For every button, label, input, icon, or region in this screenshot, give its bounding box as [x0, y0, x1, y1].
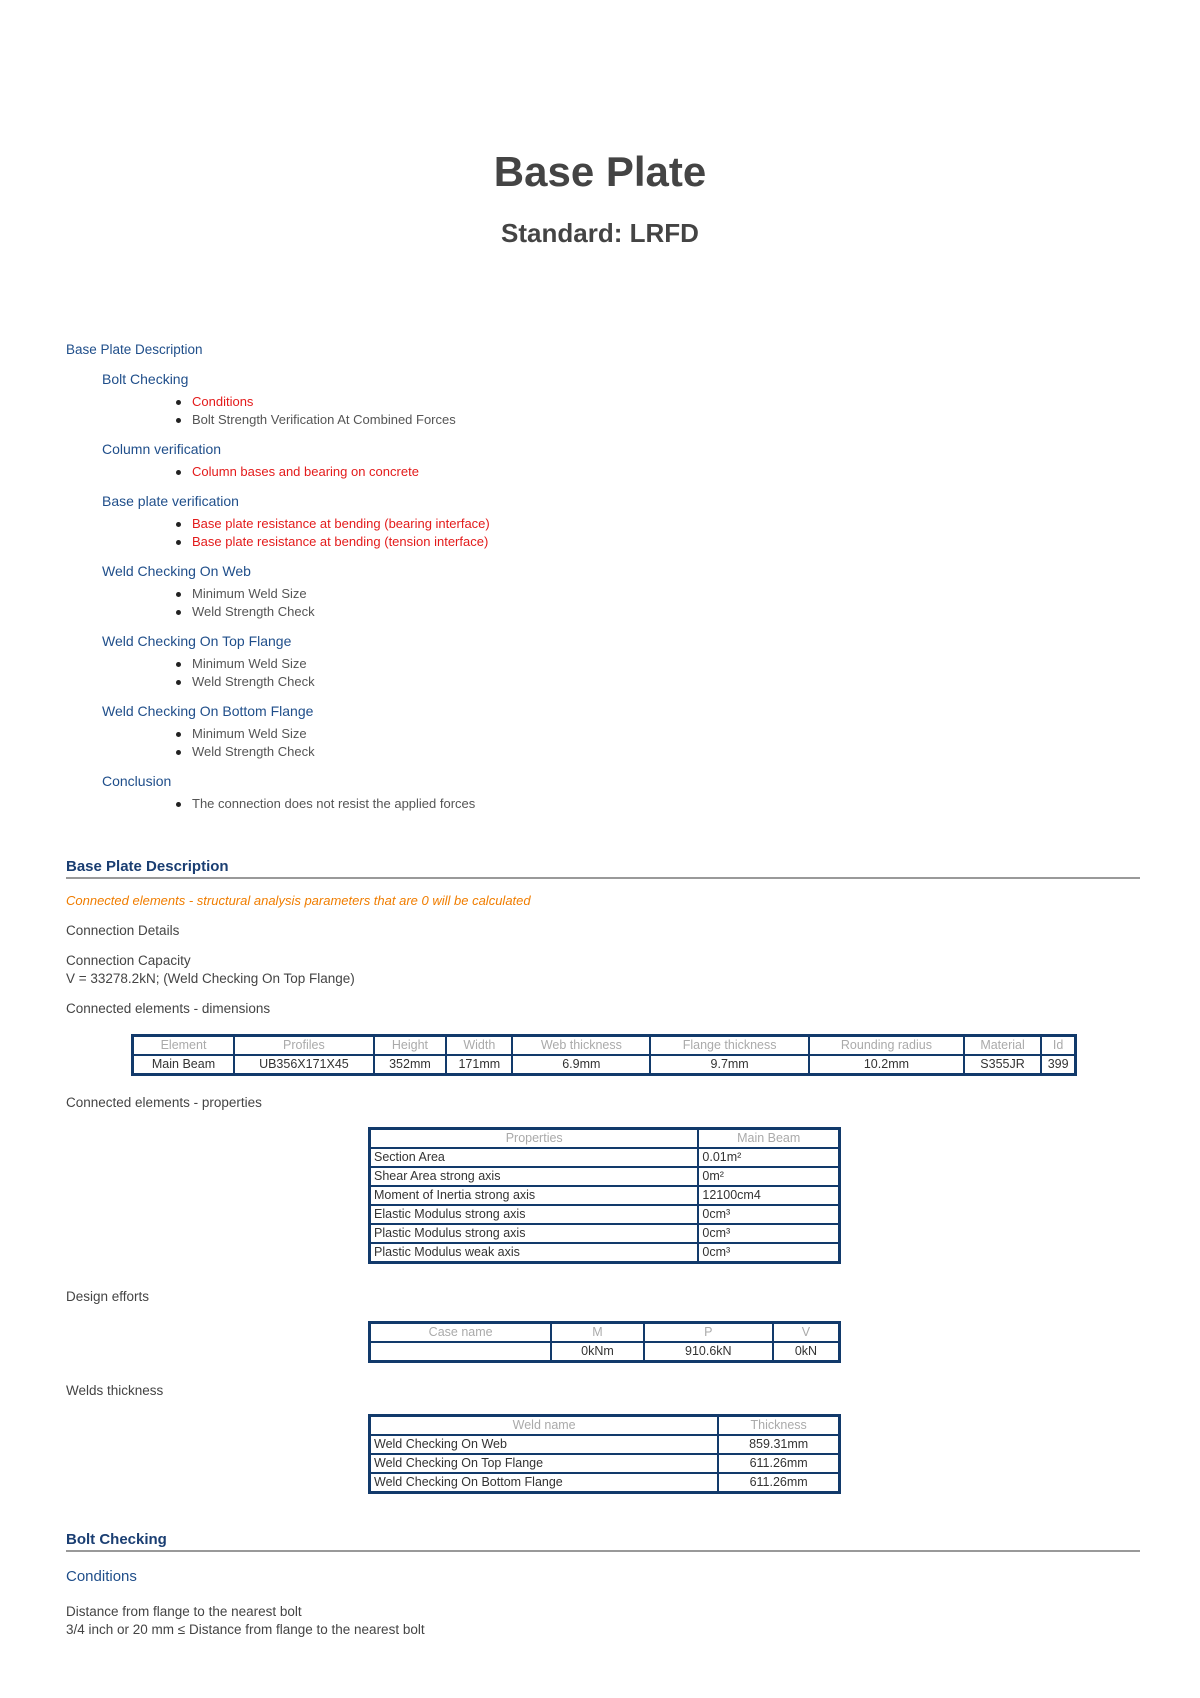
toc-group-title[interactable]: Weld Checking On Bottom Flange: [102, 703, 314, 719]
table-cell: Moment of Inertia strong axis: [370, 1186, 699, 1205]
connection-capacity: [66, 952, 1140, 988]
table-of-contents: [66, 342, 1066, 825]
table-cell: Plastic Modulus weak axis: [370, 1243, 699, 1263]
toc-item[interactable]: Base plate resistance at bending (tension interface): [192, 533, 1066, 551]
bolt-distance-condition: [66, 1603, 1140, 1639]
toc-item[interactable]: Base plate resistance at bending (bearing interface): [192, 515, 1066, 533]
table-cell: 0kN: [773, 1342, 840, 1362]
column-header: Id: [1041, 1036, 1075, 1056]
toc-item[interactable]: Bolt Strength Verification At Combined Forces: [192, 411, 1066, 429]
dimensions-table: [131, 1034, 1077, 1076]
toc-group: [102, 563, 1066, 621]
toc-link-base-plate-description[interactable]: Base Plate Description: [66, 342, 203, 357]
table-cell: 0kNm: [551, 1342, 643, 1362]
table-cell: S355JR: [964, 1055, 1041, 1075]
column-header: Flange thickness: [650, 1036, 809, 1056]
conditions-heading: Conditions: [66, 1568, 137, 1585]
table-row: [370, 1148, 840, 1167]
toc-item[interactable]: Conditions: [192, 393, 1066, 411]
table-cell: 12100cm4: [698, 1186, 839, 1205]
toc-item[interactable]: Weld Strength Check: [192, 603, 1066, 621]
column-header: V: [773, 1323, 840, 1343]
toc-group: [102, 703, 1066, 761]
toc-item[interactable]: Minimum Weld Size: [192, 725, 1066, 743]
toc-item-list: [102, 725, 1066, 761]
column-header: Material: [964, 1036, 1041, 1056]
toc-item[interactable]: Minimum Weld Size: [192, 585, 1066, 603]
toc-group-title[interactable]: Bolt Checking: [102, 371, 189, 387]
table-cell: 352mm: [374, 1055, 446, 1075]
table-cell: 910.6kN: [644, 1342, 773, 1362]
table-cell: Main Beam: [133, 1055, 235, 1075]
table-row: [370, 1454, 840, 1473]
table-cell: Weld Checking On Web: [370, 1435, 719, 1454]
table-row: [370, 1473, 840, 1493]
properties-label: Connected elements - properties: [66, 1095, 262, 1110]
section-bolt-checking: [66, 1531, 1140, 1552]
toc-group-title[interactable]: Base plate verification: [102, 493, 239, 509]
toc-item[interactable]: Column bases and bearing on concrete: [192, 463, 1066, 481]
toc-group-title[interactable]: Column verification: [102, 441, 222, 457]
toc-group: [102, 441, 1066, 481]
table-row: [370, 1224, 840, 1243]
toc-item-list: [102, 515, 1066, 551]
page-title: Base Plate: [493, 148, 707, 195]
bolt-distance-label: Distance from flange to the nearest bolt: [66, 1604, 302, 1619]
table-row: [370, 1167, 840, 1186]
table-cell: [370, 1342, 552, 1362]
table-cell: 0.01m²: [698, 1148, 839, 1167]
column-header: Web thickness: [512, 1036, 650, 1056]
table-row: [133, 1055, 1076, 1075]
table-cell: 6.9mm: [512, 1055, 650, 1075]
column-header: Height: [374, 1036, 446, 1056]
toc-item[interactable]: Weld Strength Check: [192, 673, 1066, 691]
table-cell: 0m²: [698, 1167, 839, 1186]
toc-item-list: [102, 463, 1066, 481]
connected-elements-note: Connected elements - structural analysis parameters that are 0 will be calculated: [66, 893, 531, 908]
toc-group: [102, 493, 1066, 551]
table-cell: Weld Checking On Bottom Flange: [370, 1473, 719, 1493]
column-header: Weld name: [370, 1416, 719, 1436]
toc-group: [102, 371, 1066, 429]
table-cell: Plastic Modulus strong axis: [370, 1224, 699, 1243]
toc-group-title[interactable]: Weld Checking On Top Flange: [102, 633, 292, 649]
section-base-plate-description: [66, 858, 1140, 879]
table-cell: 399: [1041, 1055, 1075, 1075]
toc-item-list: [102, 585, 1066, 621]
table-cell: 611.26mm: [718, 1454, 839, 1473]
column-header: Profiles: [234, 1036, 374, 1056]
column-header: Width: [446, 1036, 512, 1056]
section-title: Bolt Checking: [66, 1531, 1140, 1552]
design-efforts-label: Design efforts: [66, 1289, 150, 1304]
column-header: Rounding radius: [809, 1036, 964, 1056]
table-cell: 859.31mm: [718, 1435, 839, 1454]
table-row: [370, 1186, 840, 1205]
toc-group: [102, 773, 1066, 813]
toc-item-list: [102, 795, 1066, 813]
table-cell: Elastic Modulus strong axis: [370, 1205, 699, 1224]
table-cell: 171mm: [446, 1055, 512, 1075]
bolt-distance-rule: 3/4 inch or 20 mm ≤ Distance from flange to the nearest bolt: [66, 1622, 425, 1637]
connection-capacity-label: Connection Capacity: [66, 953, 191, 968]
table-cell: 0cm³: [698, 1224, 839, 1243]
toc-groups: [66, 371, 1066, 813]
welds-thickness-table: [368, 1414, 841, 1494]
table-cell: 0cm³: [698, 1243, 839, 1263]
connection-capacity-value: V = 33278.2kN; (Weld Checking On Top Flange): [66, 971, 355, 986]
section-title: Base Plate Description: [66, 858, 1140, 879]
properties-table: [368, 1127, 841, 1264]
toc-group: [102, 633, 1066, 691]
table-cell: 9.7mm: [650, 1055, 809, 1075]
table-cell: 10.2mm: [809, 1055, 964, 1075]
column-header: Properties: [370, 1129, 699, 1149]
column-header: Case name: [370, 1323, 552, 1343]
toc-item-list: [102, 655, 1066, 691]
column-header: M: [551, 1323, 643, 1343]
toc-item[interactable]: The connection does not resist the applied forces: [192, 795, 1066, 813]
table-cell: UB356X171X45: [234, 1055, 374, 1075]
column-header: P: [644, 1323, 773, 1343]
table-cell: 0cm³: [698, 1205, 839, 1224]
table-row: [370, 1205, 840, 1224]
table-cell: 611.26mm: [718, 1473, 839, 1493]
column-header: Thickness: [718, 1416, 839, 1436]
column-header: Main Beam: [698, 1129, 839, 1149]
toc-item[interactable]: Minimum Weld Size: [192, 655, 1066, 673]
toc-item-list: [102, 393, 1066, 429]
table-cell: Section Area: [370, 1148, 699, 1167]
page-subtitle: Standard: LRFD: [501, 218, 699, 248]
design-efforts-table: [368, 1321, 841, 1363]
dimensions-label: Connected elements - dimensions: [66, 1001, 271, 1016]
table-cell: Weld Checking On Top Flange: [370, 1454, 719, 1473]
table-row: [370, 1243, 840, 1263]
toc-group-title[interactable]: Conclusion: [102, 773, 172, 789]
table-row: [370, 1435, 840, 1454]
toc-group-title[interactable]: Weld Checking On Web: [102, 563, 251, 579]
toc-item[interactable]: Weld Strength Check: [192, 743, 1066, 761]
table-cell: Shear Area strong axis: [370, 1167, 699, 1186]
welds-thickness-label: Welds thickness: [66, 1383, 164, 1398]
connection-details-label: Connection Details: [66, 923, 180, 938]
column-header: Element: [133, 1036, 235, 1056]
table-row: [370, 1342, 840, 1362]
